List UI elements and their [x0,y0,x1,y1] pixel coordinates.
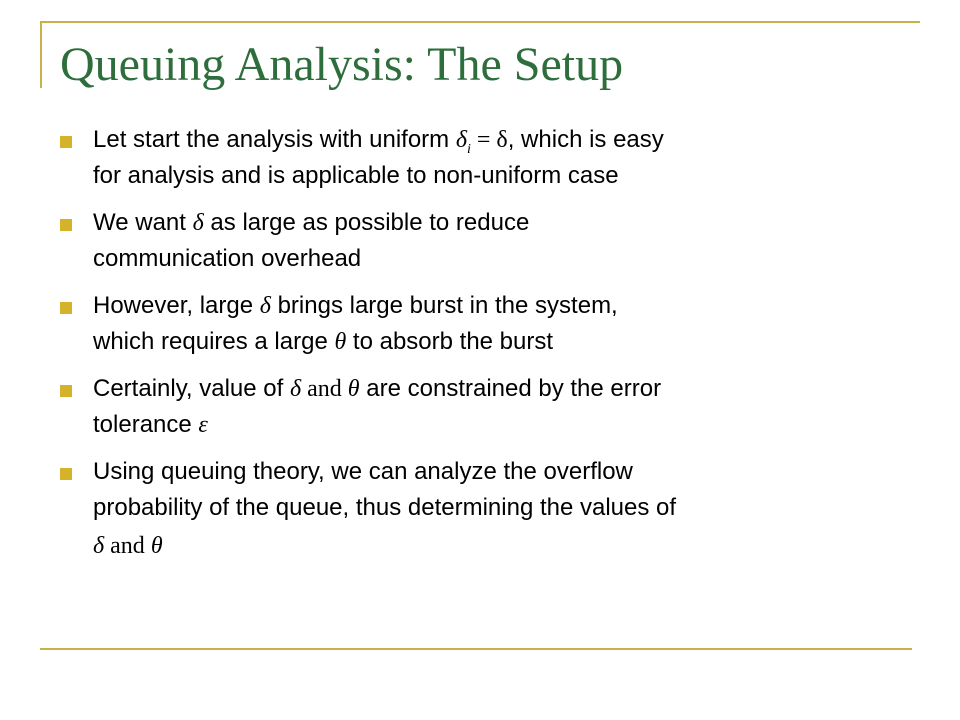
bullet-1-text-a: Let start the analysis with uniform [93,126,456,153]
bullet-marker [60,219,72,231]
math-theta: θ [334,329,347,355]
bullet-3-text-b: brings large burst in the system, [270,292,618,319]
bullet-3-line-1 [93,290,893,322]
bullet-4-text-a: Certainly, value of [93,375,290,402]
bullet-marker [60,468,72,480]
math-delta-and-theta: δ and θ [289,376,360,402]
bullet-4-text-b: are constrained by the error [359,375,662,402]
bullet-4-line-1 [93,373,893,405]
bullet-5-line-1: Using queuing theory, we can analyze the overflow [93,458,633,485]
bullet-2-text-a: We want [93,209,193,236]
bullet-marker [60,302,72,314]
bullet-4-text-c: tolerance [93,411,199,438]
math-epsilon: ε [198,412,208,438]
math-delta-and-theta: δ and θ [93,533,163,559]
bullet-3-text-c: which requires a large [93,328,335,355]
math-delta-i-eq-delta: $\delta_i = \delta$ [455,127,508,157]
bullet-4-line-2 [93,409,893,441]
bullet-2-line-1 [93,207,893,239]
bullet-2-text-b: as large as possible to reduce [203,209,530,236]
bullet-5-line-2: probability of the queue, thus determining the values of [93,494,677,521]
bullet-3-line-2 [93,326,893,358]
math-delta: δ [259,293,271,319]
slide-title: Queuing Analysis: The Setup [60,38,624,91]
bullet-5-line-3 [93,530,893,562]
bullet-3-text-d: to absorb the burst [346,328,554,355]
math-delta: δ [192,210,204,236]
bullet-marker [60,136,72,148]
bullet-2-line-2: communication overhead [93,245,362,272]
bullet-1-line-2: for analysis and is applicable to non-uniform case [93,162,619,189]
bullet-1-text-b: , which is easy [507,126,664,153]
bullet-marker [60,385,72,397]
bullet-3-text-a: However, large [93,292,260,319]
